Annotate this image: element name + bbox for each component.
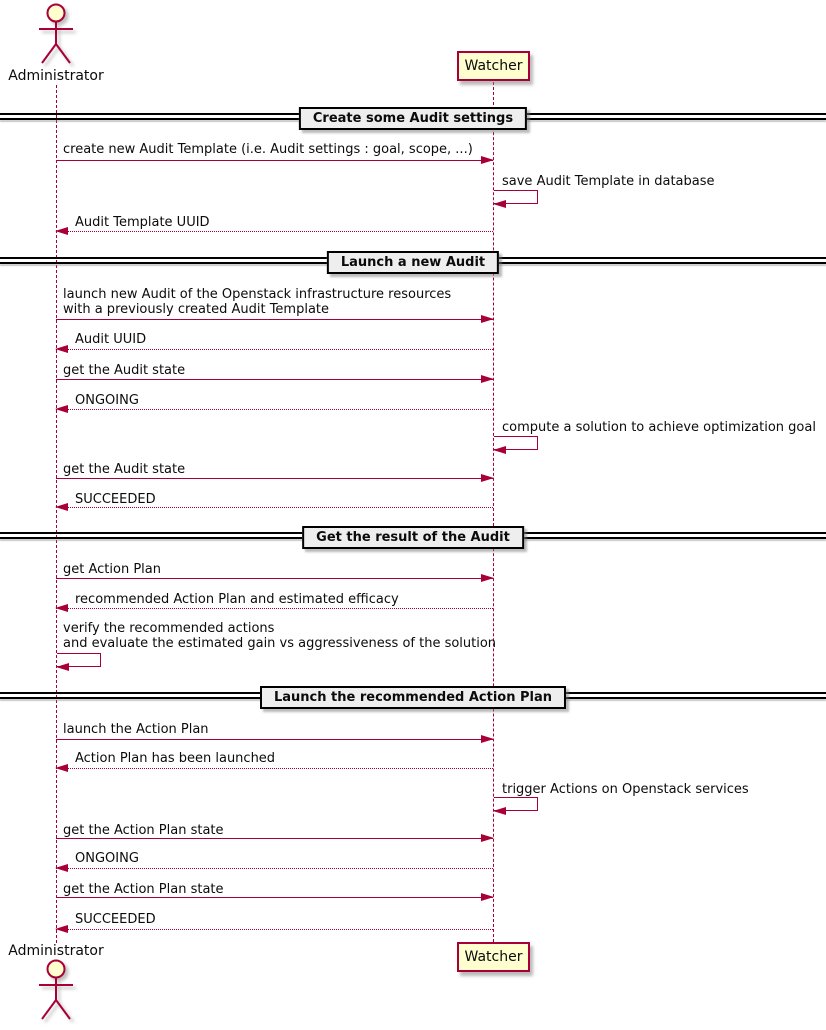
actor-icon [34,958,78,1024]
message-label: ONGOING [75,851,139,866]
participant-watcher-top [457,51,530,81]
message-arrow [56,474,493,483]
message-label: launch new Audit of the Openstack infrastructure resources [63,287,452,302]
message-label: with a previously created Audit Template [63,302,330,317]
message-label: Audit UUID [75,332,147,347]
divider-launch-action-plan [0,686,826,709]
message-label: save Audit Template in database [502,174,715,189]
message-label: create new Audit Template (i.e. Audit settings : goal, scope, ...) [63,142,473,157]
message-label: Action Plan has been launched [75,751,276,766]
message-label: verify the recommended actions [63,621,275,636]
message-label: get the Audit state [63,363,186,378]
message-label: get Action Plan [63,562,161,577]
message-arrow [56,834,493,843]
divider-create-audit-settings [0,107,826,130]
message-arrow [56,405,493,414]
participant-watcher-label: Watcher [464,58,523,74]
message-label: recommended Action Plan and estimated efficacy [75,592,399,607]
message-arrow [56,893,493,902]
message-arrow [56,764,493,773]
actor-administrator-label-bottom: Administrator [8,943,104,959]
message-arrow [56,604,493,613]
message-label: get the Audit state [63,462,186,477]
message-label: SUCCEEDED [75,492,156,507]
message-arrow [56,227,493,236]
divider-label: Create some Audit settings [299,107,527,130]
message-label: launch the Action Plan [63,722,209,737]
message-arrow [56,574,493,583]
divider-get-audit-result [0,526,826,549]
message-label: and evaluate the estimated gain vs aggressiveness of the solution [63,636,497,651]
message-arrow [56,315,493,324]
divider-label: Launch the recommended Action Plan [260,686,566,709]
message-label: get the Action Plan state [63,823,224,838]
message-arrow [56,156,493,165]
divider-label: Get the result of the Audit [302,526,524,549]
self-message-loop [494,190,538,204]
divider-launch-new-audit [0,251,826,274]
self-message-loop [57,653,101,667]
message-arrow [56,503,493,512]
divider-label: Launch a new Audit [327,251,499,274]
actor-administrator-label: Administrator [8,68,104,84]
self-message-loop [494,436,538,450]
message-label: trigger Actions on Openstack services [502,782,749,797]
participant-watcher-label-bottom: Watcher [464,949,523,965]
participant-watcher-bottom [457,942,530,972]
message-label: get the Action Plan state [63,882,224,897]
message-label: ONGOING [75,393,139,408]
message-label: compute a solution to achieve optimization goal [502,420,816,435]
message-arrow [56,345,493,354]
message-arrow [56,925,493,934]
message-arrow [56,735,493,744]
message-label: SUCCEEDED [75,912,156,927]
message-label: Audit Template UUID [75,215,210,230]
lifeline-administrator [56,85,57,943]
self-message-loop [494,797,538,811]
message-arrow [56,375,493,384]
actor-icon [34,2,78,68]
message-arrow [56,864,493,873]
